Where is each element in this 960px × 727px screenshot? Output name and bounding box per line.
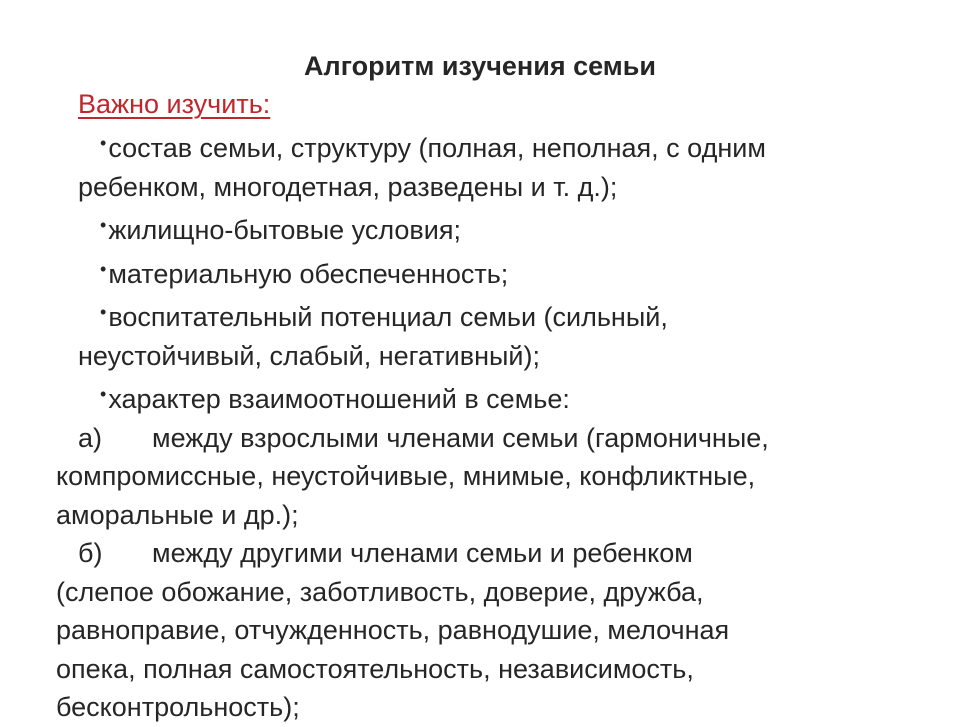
sub-item-b [56,534,916,573]
sub-item-marker: б) [78,538,103,568]
sub-item-continuation: аморальные и др.); [56,499,299,530]
list-item-continuation: неустойчивый, слабый, негативный); [78,340,540,371]
sub-item-marker: а) [78,422,103,453]
sub-item-continuation: опека, полная самостоятельность, независимость, [56,653,694,684]
list-item-text: жилищно-бытовые условия; [108,215,461,245]
slide-title: Алгоритм изучения семьи [304,51,656,81]
list-item [56,206,916,250]
sub-item-text: между взрослыми членами семьи (гармоничные, [152,422,769,453]
sub-item-continuation: бесконтрольность); [56,692,300,722]
bullet-icon: • [100,133,107,153]
list-item [56,124,916,168]
list-item [56,293,916,337]
bullet-icon: • [100,384,107,404]
sub-item-a [56,419,916,458]
bullet-icon: • [100,258,107,279]
list-item-text: материальную обеспеченность; [108,258,509,289]
bullet-icon: • [100,215,107,235]
bullet-icon: • [100,302,107,322]
sub-item-continuation: равноправие, отчужденность, равнодушие, мелочная [56,615,730,645]
slide-body [56,124,916,727]
list-item-text: состав семьи, структуру (полная, неполная, с одним [108,133,766,163]
slide-subtitle: Важно изучить: [78,89,271,119]
list-item [56,250,916,294]
list-item-text: характер взаимоотношений в семье: [108,384,570,414]
list-item [56,375,916,419]
list-item-text: воспитательный потенциал семьи (сильный, [108,302,668,332]
sub-item-continuation: компромиссные, неустойчивые, мнимые, конфликтные, [56,461,756,491]
sub-item-continuation: (слепое обожание, заботливость, доверие, дружба, [56,576,704,607]
sub-item-text: между другими членами семьи и ребенком [152,538,693,568]
list-item-continuation: ребенком, многодетная, разведены и т. д.); [78,171,618,202]
